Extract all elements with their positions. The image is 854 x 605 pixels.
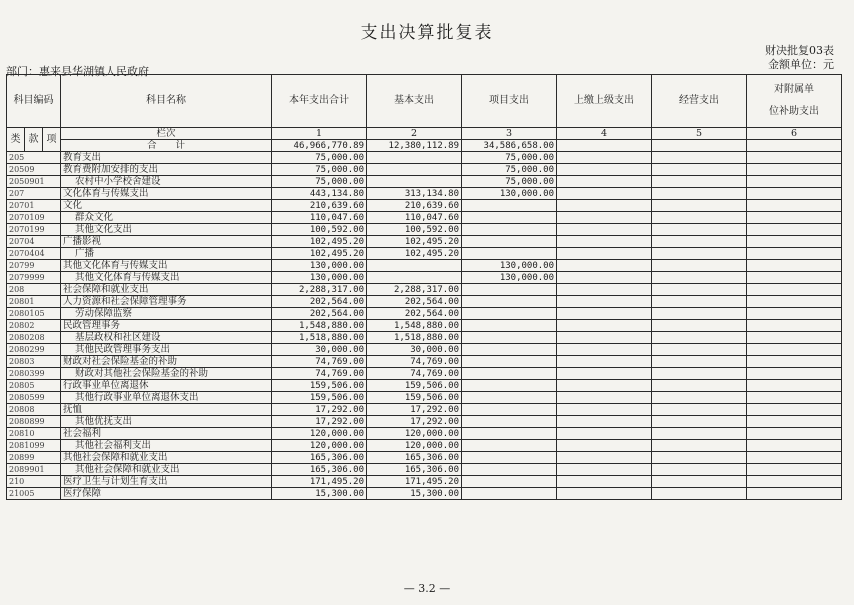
row-subsidy xyxy=(747,440,842,452)
row-total: 110,047.60 xyxy=(272,212,367,224)
row-business xyxy=(652,476,747,488)
row-project xyxy=(462,380,557,392)
row-total: 102,495.20 xyxy=(272,236,367,248)
row-subsidy xyxy=(747,356,842,368)
header-basic-expenditure: 基本支出 xyxy=(367,75,462,128)
row-business xyxy=(652,248,747,260)
table-row xyxy=(7,308,842,320)
total-label: 合 计 xyxy=(61,140,272,152)
row-business xyxy=(652,428,747,440)
row-remit xyxy=(557,152,652,164)
row-remit xyxy=(557,332,652,344)
row-basic: 120,000.00 xyxy=(367,440,462,452)
row-total: 74,769.00 xyxy=(272,356,367,368)
table-row xyxy=(7,440,842,452)
row-code: 20805 xyxy=(7,380,61,392)
row-name: 医疗保障 xyxy=(61,488,272,500)
row-subsidy xyxy=(747,188,842,200)
header-code: 科目编码 xyxy=(7,75,61,128)
row-name: 财政对其他社会保险基金的补助 xyxy=(61,368,272,380)
row-project xyxy=(462,344,557,356)
row-project xyxy=(462,284,557,296)
row-business xyxy=(652,260,747,272)
table-row xyxy=(7,284,842,296)
row-project xyxy=(462,296,557,308)
row-subsidy xyxy=(747,488,842,500)
row-project xyxy=(462,356,557,368)
row-basic xyxy=(367,164,462,176)
row-remit xyxy=(557,320,652,332)
row-total: 171,495.20 xyxy=(272,476,367,488)
row-remit xyxy=(557,308,652,320)
row-name: 人力资源和社会保障管理事务 xyxy=(61,296,272,308)
row-name: 文化 xyxy=(61,200,272,212)
row-code: 2080299 xyxy=(7,344,61,356)
row-subsidy xyxy=(747,320,842,332)
row-business xyxy=(652,488,747,500)
total-col5 xyxy=(652,140,747,152)
row-name: 抚恤 xyxy=(61,404,272,416)
row-total: 130,000.00 xyxy=(272,272,367,284)
row-project xyxy=(462,308,557,320)
row-remit xyxy=(557,188,652,200)
row-code: 20799 xyxy=(7,260,61,272)
row-basic: 1,518,880.00 xyxy=(367,332,462,344)
row-code: 20801 xyxy=(7,296,61,308)
row-basic: 202,564.00 xyxy=(367,308,462,320)
row-name: 基层政权和社区建设 xyxy=(61,332,272,344)
row-name: 群众文化 xyxy=(61,212,272,224)
column-index-label: 栏次 xyxy=(61,128,272,140)
table-row xyxy=(7,380,842,392)
row-business xyxy=(652,284,747,296)
form-id: 财决批复03表 xyxy=(765,44,834,57)
row-subsidy xyxy=(747,284,842,296)
row-name: 文化体育与传媒支出 xyxy=(61,188,272,200)
column-index-4: 4 xyxy=(557,128,652,140)
row-project xyxy=(462,212,557,224)
row-remit xyxy=(557,260,652,272)
row-subsidy xyxy=(747,236,842,248)
row-business xyxy=(652,236,747,248)
row-code: 207 xyxy=(7,188,61,200)
row-remit xyxy=(557,404,652,416)
table-row xyxy=(7,368,842,380)
row-business xyxy=(652,188,747,200)
row-subsidy xyxy=(747,224,842,236)
row-total: 210,639.60 xyxy=(272,200,367,212)
row-basic: 202,564.00 xyxy=(367,296,462,308)
row-basic xyxy=(367,152,462,164)
row-code: 20808 xyxy=(7,404,61,416)
row-name: 广播影视 xyxy=(61,236,272,248)
row-total: 202,564.00 xyxy=(272,296,367,308)
total-col1: 46,966,770.89 xyxy=(272,140,367,152)
row-project: 130,000.00 xyxy=(462,188,557,200)
row-business xyxy=(652,308,747,320)
row-code: 20509 xyxy=(7,164,61,176)
header-name: 科目名称 xyxy=(61,75,272,128)
row-basic: 100,592.00 xyxy=(367,224,462,236)
row-project: 75,000.00 xyxy=(462,152,557,164)
expenditure-table xyxy=(6,74,842,500)
table-row xyxy=(7,236,842,248)
row-basic: 210,639.60 xyxy=(367,200,462,212)
row-business xyxy=(652,164,747,176)
row-remit xyxy=(557,416,652,428)
row-subsidy xyxy=(747,392,842,404)
table-row xyxy=(7,320,842,332)
table-row xyxy=(7,212,842,224)
row-subsidy xyxy=(747,404,842,416)
row-code: 205 xyxy=(7,152,61,164)
column-index-1: 1 xyxy=(272,128,367,140)
row-remit xyxy=(557,296,652,308)
row-name: 其他文化体育与传媒支出 xyxy=(61,260,272,272)
row-name: 劳动保障监察 xyxy=(61,308,272,320)
row-total: 2,288,317.00 xyxy=(272,284,367,296)
row-project xyxy=(462,428,557,440)
row-business xyxy=(652,296,747,308)
row-code: 2050901 xyxy=(7,176,61,188)
row-basic: 159,506.00 xyxy=(367,392,462,404)
row-basic xyxy=(367,272,462,284)
row-code: 20899 xyxy=(7,452,61,464)
row-remit xyxy=(557,464,652,476)
header-remit-superior: 上缴上级支出 xyxy=(557,75,652,128)
row-remit xyxy=(557,380,652,392)
row-basic: 102,495.20 xyxy=(367,236,462,248)
row-name: 农村中小学校舍建设 xyxy=(61,176,272,188)
row-name: 其他行政事业单位离退休支出 xyxy=(61,392,272,404)
total-col6 xyxy=(747,140,842,152)
row-subsidy xyxy=(747,428,842,440)
row-total: 75,000.00 xyxy=(272,164,367,176)
row-project xyxy=(462,236,557,248)
row-code: 20810 xyxy=(7,428,61,440)
row-name: 广播 xyxy=(61,248,272,260)
row-project: 75,000.00 xyxy=(462,164,557,176)
row-name: 其他社会保障和就业支出 xyxy=(61,452,272,464)
row-code: 2080399 xyxy=(7,368,61,380)
row-code: 20803 xyxy=(7,356,61,368)
amount-unit: 金额单位：元 xyxy=(768,58,834,71)
header-col6-line1: 对附属单 xyxy=(774,84,814,95)
row-name: 民政管理事务 xyxy=(61,320,272,332)
row-basic: 102,495.20 xyxy=(367,248,462,260)
row-total: 443,134.80 xyxy=(272,188,367,200)
row-business xyxy=(652,464,747,476)
row-basic xyxy=(367,260,462,272)
row-project xyxy=(462,452,557,464)
table-row xyxy=(7,260,842,272)
row-total: 159,506.00 xyxy=(272,380,367,392)
row-project xyxy=(462,332,557,344)
row-subsidy xyxy=(747,260,842,272)
row-business xyxy=(652,392,747,404)
row-project xyxy=(462,404,557,416)
row-business xyxy=(652,176,747,188)
row-name: 教育费附加安排的支出 xyxy=(61,164,272,176)
row-basic: 313,134.80 xyxy=(367,188,462,200)
row-code: 2080899 xyxy=(7,416,61,428)
row-basic: 165,306.00 xyxy=(367,464,462,476)
header-kuan: 款 xyxy=(25,128,43,152)
table-row xyxy=(7,392,842,404)
row-name: 社会福利 xyxy=(61,428,272,440)
row-project xyxy=(462,200,557,212)
table-row xyxy=(7,476,842,488)
department: 部门：惠来县华湖镇人民政府 xyxy=(6,65,149,78)
row-subsidy xyxy=(747,476,842,488)
row-total: 1,518,880.00 xyxy=(272,332,367,344)
row-code: 210 xyxy=(7,476,61,488)
row-subsidy xyxy=(747,332,842,344)
row-remit xyxy=(557,284,652,296)
table-row xyxy=(7,164,842,176)
row-code: 208 xyxy=(7,284,61,296)
table-row xyxy=(7,188,842,200)
page-title: 支出决算批复表 xyxy=(360,23,494,43)
row-basic: 74,769.00 xyxy=(367,368,462,380)
row-business xyxy=(652,440,747,452)
row-remit xyxy=(557,212,652,224)
row-name: 其他社会保障和就业支出 xyxy=(61,464,272,476)
header-business-expenditure: 经营支出 xyxy=(652,75,747,128)
row-basic: 171,495.20 xyxy=(367,476,462,488)
row-business xyxy=(652,200,747,212)
row-business xyxy=(652,380,747,392)
row-basic: 30,000.00 xyxy=(367,344,462,356)
row-code: 2080105 xyxy=(7,308,61,320)
table-row xyxy=(7,428,842,440)
row-remit xyxy=(557,236,652,248)
row-basic: 17,292.00 xyxy=(367,404,462,416)
row-business xyxy=(652,344,747,356)
row-total: 74,769.00 xyxy=(272,368,367,380)
row-subsidy xyxy=(747,308,842,320)
row-subsidy xyxy=(747,464,842,476)
row-name: 社会保障和就业支出 xyxy=(61,284,272,296)
row-business xyxy=(652,404,747,416)
row-business xyxy=(652,368,747,380)
table-row xyxy=(7,488,842,500)
row-project xyxy=(462,368,557,380)
row-business xyxy=(652,320,747,332)
table-row xyxy=(7,200,842,212)
table-row xyxy=(7,176,842,188)
row-total: 1,548,880.00 xyxy=(272,320,367,332)
row-total: 102,495.20 xyxy=(272,248,367,260)
row-business xyxy=(652,416,747,428)
row-remit xyxy=(557,224,652,236)
header-lei: 类 xyxy=(7,128,25,152)
table-row xyxy=(7,404,842,416)
row-subsidy xyxy=(747,248,842,260)
column-index-5: 5 xyxy=(652,128,747,140)
table-row xyxy=(7,464,842,476)
total-col3: 34,586,658.00 xyxy=(462,140,557,152)
row-basic: 1,548,880.00 xyxy=(367,320,462,332)
row-total: 75,000.00 xyxy=(272,152,367,164)
row-name: 其他文化体育与传媒支出 xyxy=(61,272,272,284)
row-basic: 159,506.00 xyxy=(367,380,462,392)
row-subsidy xyxy=(747,368,842,380)
row-total: 130,000.00 xyxy=(272,260,367,272)
row-name: 其他民政管理事务支出 xyxy=(61,344,272,356)
row-basic: 120,000.00 xyxy=(367,428,462,440)
row-total: 165,306.00 xyxy=(272,464,367,476)
row-code: 2081099 xyxy=(7,440,61,452)
row-code: 20802 xyxy=(7,320,61,332)
row-business xyxy=(652,356,747,368)
row-total: 165,306.00 xyxy=(272,452,367,464)
row-total: 17,292.00 xyxy=(272,416,367,428)
row-basic: 110,047.60 xyxy=(367,212,462,224)
total-col2: 12,380,112.89 xyxy=(367,140,462,152)
row-name: 其他社会福利支出 xyxy=(61,440,272,452)
row-code: 2070199 xyxy=(7,224,61,236)
row-business xyxy=(652,212,747,224)
table-row xyxy=(7,296,842,308)
row-subsidy xyxy=(747,152,842,164)
row-total: 100,592.00 xyxy=(272,224,367,236)
row-name: 教育支出 xyxy=(61,152,272,164)
row-remit xyxy=(557,428,652,440)
row-project xyxy=(462,440,557,452)
total-col4 xyxy=(557,140,652,152)
table-body xyxy=(7,152,842,500)
row-project: 130,000.00 xyxy=(462,272,557,284)
row-name: 行政事业单位离退休 xyxy=(61,380,272,392)
row-business xyxy=(652,152,747,164)
row-code: 20704 xyxy=(7,236,61,248)
row-name: 其他文化支出 xyxy=(61,224,272,236)
row-project: 75,000.00 xyxy=(462,176,557,188)
row-business xyxy=(652,272,747,284)
row-remit xyxy=(557,176,652,188)
row-remit xyxy=(557,476,652,488)
row-basic: 2,288,317.00 xyxy=(367,284,462,296)
row-project xyxy=(462,476,557,488)
header-project-expenditure: 项目支出 xyxy=(462,75,557,128)
row-project xyxy=(462,488,557,500)
page-number: — 3.2 — xyxy=(403,582,451,595)
row-total: 75,000.00 xyxy=(272,176,367,188)
row-code: 2079999 xyxy=(7,272,61,284)
row-remit xyxy=(557,368,652,380)
row-code: 2089901 xyxy=(7,464,61,476)
table-row xyxy=(7,452,842,464)
row-name: 医疗卫生与计划生育支出 xyxy=(61,476,272,488)
column-index-3: 3 xyxy=(462,128,557,140)
row-total: 120,000.00 xyxy=(272,428,367,440)
row-subsidy xyxy=(747,164,842,176)
row-remit xyxy=(557,344,652,356)
row-code: 2070404 xyxy=(7,248,61,260)
row-remit xyxy=(557,356,652,368)
row-subsidy xyxy=(747,272,842,284)
table-row xyxy=(7,224,842,236)
column-index-6: 6 xyxy=(747,128,842,140)
row-project xyxy=(462,464,557,476)
row-total: 30,000.00 xyxy=(272,344,367,356)
row-remit xyxy=(557,488,652,500)
row-subsidy xyxy=(747,296,842,308)
row-business xyxy=(652,332,747,344)
row-project xyxy=(462,224,557,236)
row-project xyxy=(462,392,557,404)
row-total: 159,506.00 xyxy=(272,392,367,404)
row-subsidy xyxy=(747,416,842,428)
row-remit xyxy=(557,452,652,464)
row-basic: 15,300.00 xyxy=(367,488,462,500)
row-subsidy xyxy=(747,212,842,224)
row-remit xyxy=(557,248,652,260)
table-row xyxy=(7,344,842,356)
row-total: 120,000.00 xyxy=(272,440,367,452)
table-row xyxy=(7,272,842,284)
row-subsidy xyxy=(747,344,842,356)
header-col6-line2: 位补助支出 xyxy=(769,106,819,117)
table-row xyxy=(7,356,842,368)
row-subsidy xyxy=(747,380,842,392)
row-remit xyxy=(557,392,652,404)
row-business xyxy=(652,224,747,236)
column-index-2: 2 xyxy=(367,128,462,140)
row-code: 21005 xyxy=(7,488,61,500)
row-name: 财政对社会保险基金的补助 xyxy=(61,356,272,368)
row-subsidy xyxy=(747,452,842,464)
row-remit xyxy=(557,164,652,176)
row-total: 202,564.00 xyxy=(272,308,367,320)
table-row xyxy=(7,332,842,344)
row-basic: 74,769.00 xyxy=(367,356,462,368)
header-total-expenditure: 本年支出合计 xyxy=(272,75,367,128)
row-subsidy xyxy=(747,200,842,212)
row-remit xyxy=(557,440,652,452)
row-total: 17,292.00 xyxy=(272,404,367,416)
row-code: 2080599 xyxy=(7,392,61,404)
header-subsidiary-subsidy xyxy=(747,75,842,128)
row-business xyxy=(652,452,747,464)
row-total: 15,300.00 xyxy=(272,488,367,500)
row-project xyxy=(462,416,557,428)
table-row xyxy=(7,152,842,164)
row-remit xyxy=(557,272,652,284)
row-remit xyxy=(557,200,652,212)
row-subsidy xyxy=(747,176,842,188)
row-code: 2080208 xyxy=(7,332,61,344)
row-project: 130,000.00 xyxy=(462,260,557,272)
row-basic xyxy=(367,176,462,188)
row-project xyxy=(462,320,557,332)
table-row xyxy=(7,248,842,260)
row-project xyxy=(462,248,557,260)
row-code: 20701 xyxy=(7,200,61,212)
table-row xyxy=(7,416,842,428)
header-xiang: 项 xyxy=(43,128,61,152)
row-code: 2070109 xyxy=(7,212,61,224)
row-basic: 165,306.00 xyxy=(367,452,462,464)
row-basic: 17,292.00 xyxy=(367,416,462,428)
row-name: 其他优抚支出 xyxy=(61,416,272,428)
